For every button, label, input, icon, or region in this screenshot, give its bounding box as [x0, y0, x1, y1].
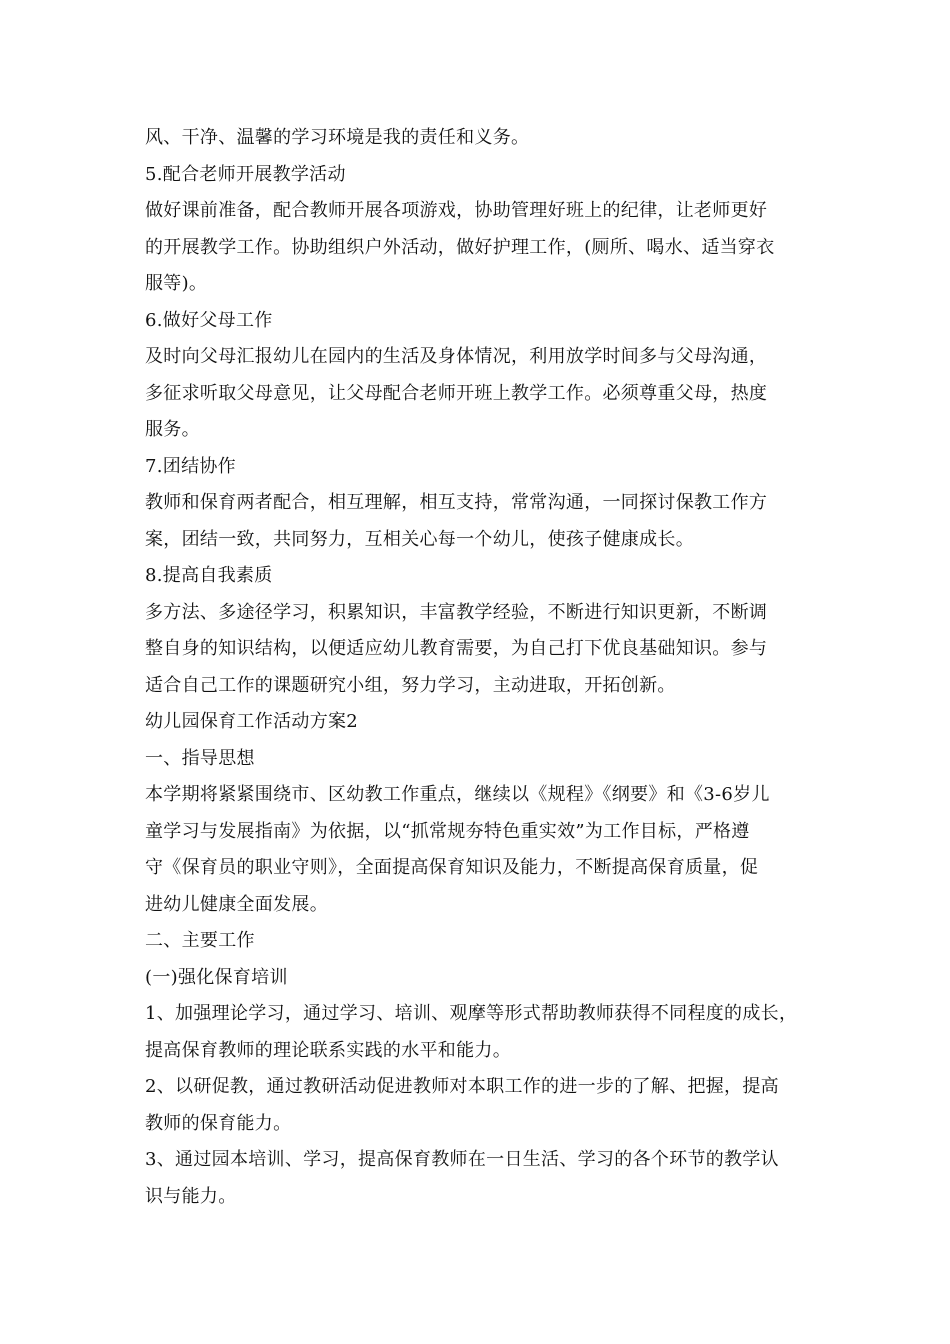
text-line: 教师的保育能力。 [145, 1112, 292, 1134]
text-line: 的开展教学工作。协助组织户外活动，做好护理工作，(厕所、喝水、适当穿衣 [145, 236, 775, 258]
section-heading: 8.提高自我素质 [145, 565, 273, 586]
text-line: 多方法、多途径学习，积累知识，丰富教学经验，不断进行知识更新，不断调 [145, 601, 768, 623]
text-line: 3、通过园本培训、学习，提高保育教师在一日生活、学习的各个环节的教学认 [145, 1149, 779, 1170]
text-line: 童学习与发展指南》为依据，以“抓常规夯特色重实效”为工作目标，严格遵 [145, 820, 750, 842]
text-line: 风、干净、温馨的学习环境是我的责任和义务。 [145, 127, 530, 148]
document-title: 幼儿园保育工作活动方案2 [145, 711, 359, 732]
text-line: 多征求听取父母意见，让父母配合老师开班上教学工作。必须尊重父母，热度 [145, 382, 768, 404]
subsection-heading: (一)强化保育培训 [145, 966, 288, 988]
text-line: 及时向父母汇报幼儿在园内的生活及身体情况，利用放学时间多与父母沟通， [145, 346, 768, 367]
text-line: 守《保育员的职业守则》，全面提高保育知识及能力，不断提高保育质量，促 [145, 857, 759, 878]
text-line: 本学期将紧紧围绕市、区幼教工作重点，继续以《规程》《纲要》和《3-6岁儿 [145, 784, 770, 805]
text-line: 案，团结一致，共同努力，互相关心每一个幼儿，使孩子健康成长。 [145, 528, 694, 550]
text-line: 1、加强理论学习，通过学习、培训、观摩等形式帮助教师获得不同程度的成长， [145, 1003, 798, 1024]
section-heading: 7.团结协作 [145, 455, 236, 477]
text-line: 服等)。 [145, 273, 208, 294]
text-line: 教师和保育两者配合，相互理解，相互支持，常常沟通，一同探讨保教工作方 [145, 492, 768, 513]
document-body [145, 120, 810, 1215]
text-line: 进幼儿健康全面发展。 [145, 893, 328, 915]
section-heading: 5.配合老师开展教学活动 [145, 163, 346, 185]
section-heading: 二、主要工作 [145, 930, 255, 951]
text-line: 识与能力。 [145, 1185, 237, 1207]
text-line: 做好课前准备，配合教师开展各项游戏，协助管理好班上的纪律，让老师更好 [145, 200, 768, 221]
text-line: 服务。 [145, 419, 200, 440]
text-line: 提高保育教师的理论联系实践的水平和能力。 [145, 1039, 511, 1061]
text-line: 2、以研促教，通过教研活动促进教师对本职工作的进一步的了解、把握，提高 [145, 1076, 779, 1097]
text-line: 适合自己工作的课题研究小组，努力学习，主动进取，开拓创新。 [145, 674, 676, 696]
text-line: 整自身的知识结构，以便适应幼儿教育需要，为自己打下优良基础知识。参与 [145, 638, 768, 659]
section-heading: 一、指导思想 [145, 747, 255, 769]
section-heading: 6.做好父母工作 [145, 309, 273, 331]
